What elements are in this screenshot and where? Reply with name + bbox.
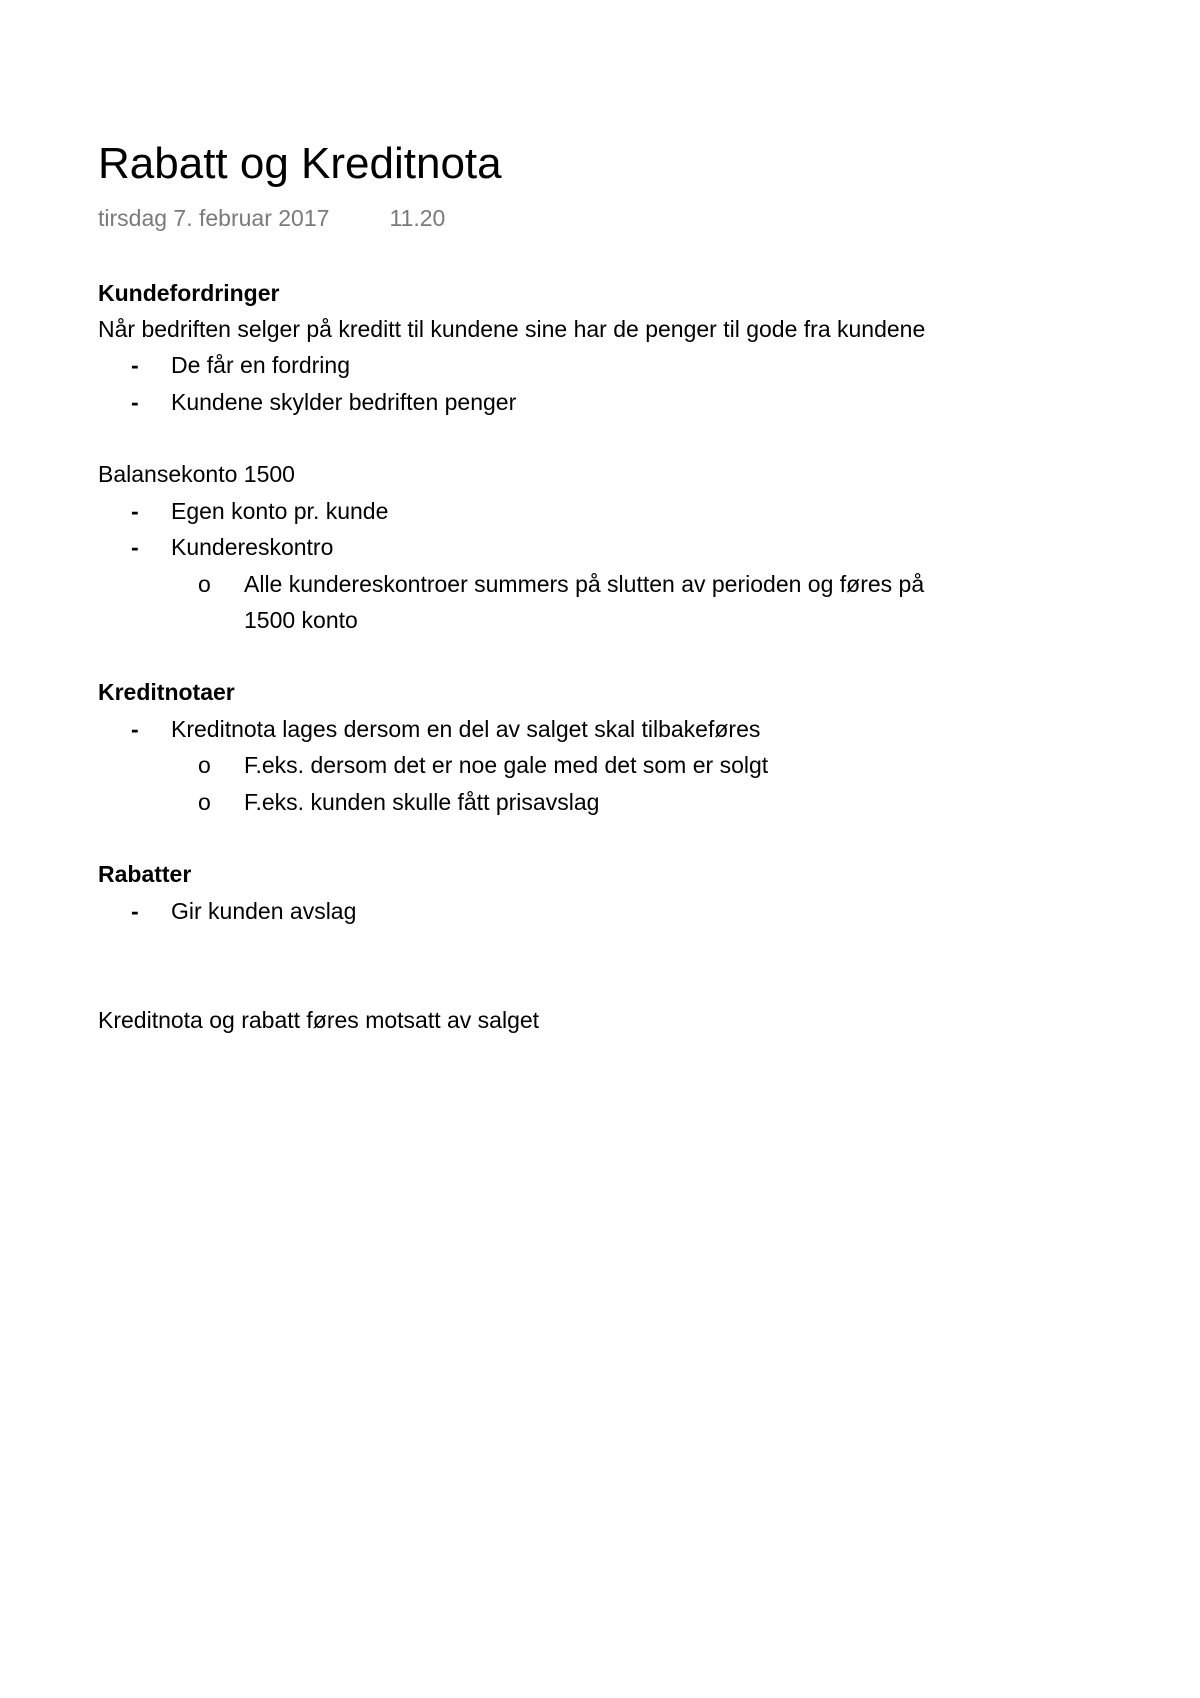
page-title: Rabatt og Kreditnota: [98, 139, 502, 188]
dash-bullet: -: [131, 352, 139, 378]
list-item: Kreditnota lages dersom en del av salget skal tilbakeføres: [171, 716, 761, 742]
sub-list-item-continuation: 1500 konto: [244, 607, 358, 633]
circle-bullet: o: [198, 789, 211, 815]
dash-bullet: -: [131, 534, 139, 560]
page-time: 11.20: [389, 205, 446, 231]
circle-bullet: o: [198, 752, 211, 778]
heading-kreditnotaer: Kreditnotaer: [98, 679, 235, 705]
list-item: Kundereskontro: [171, 534, 334, 560]
dash-bullet: -: [131, 716, 139, 742]
heading-balansekonto: Balansekonto 1500: [98, 461, 295, 487]
sub-list-item: F.eks. kunden skulle fått prisavslag: [244, 789, 600, 815]
dash-bullet: -: [131, 389, 139, 415]
list-item: Egen konto pr. kunde: [171, 498, 389, 524]
circle-bullet: o: [198, 571, 211, 597]
heading-rabatter: Rabatter: [98, 861, 192, 887]
dash-bullet: -: [131, 498, 139, 524]
page-meta: [98, 202, 445, 234]
list-item: Gir kunden avslag: [171, 898, 357, 924]
sub-list-item: Alle kundereskontroer summers på slutten av perioden og føres på: [244, 571, 925, 597]
page-date: tirsdag 7. februar 2017: [98, 205, 330, 231]
paragraph-kundefordringer-intro: Når bedriften selger på kreditt til kundene sine har de penger til gode fra kundene: [98, 316, 926, 342]
paragraph-summary: Kreditnota og rabatt føres motsatt av salget: [98, 1007, 540, 1033]
list-item: De får en fordring: [171, 352, 350, 378]
heading-kundefordringer: Kundefordringer: [98, 280, 280, 306]
sub-list-item: F.eks. dersom det er noe gale med det som er solgt: [244, 752, 769, 778]
dash-bullet: -: [131, 898, 139, 924]
list-item: Kundene skylder bedriften penger: [171, 389, 517, 415]
